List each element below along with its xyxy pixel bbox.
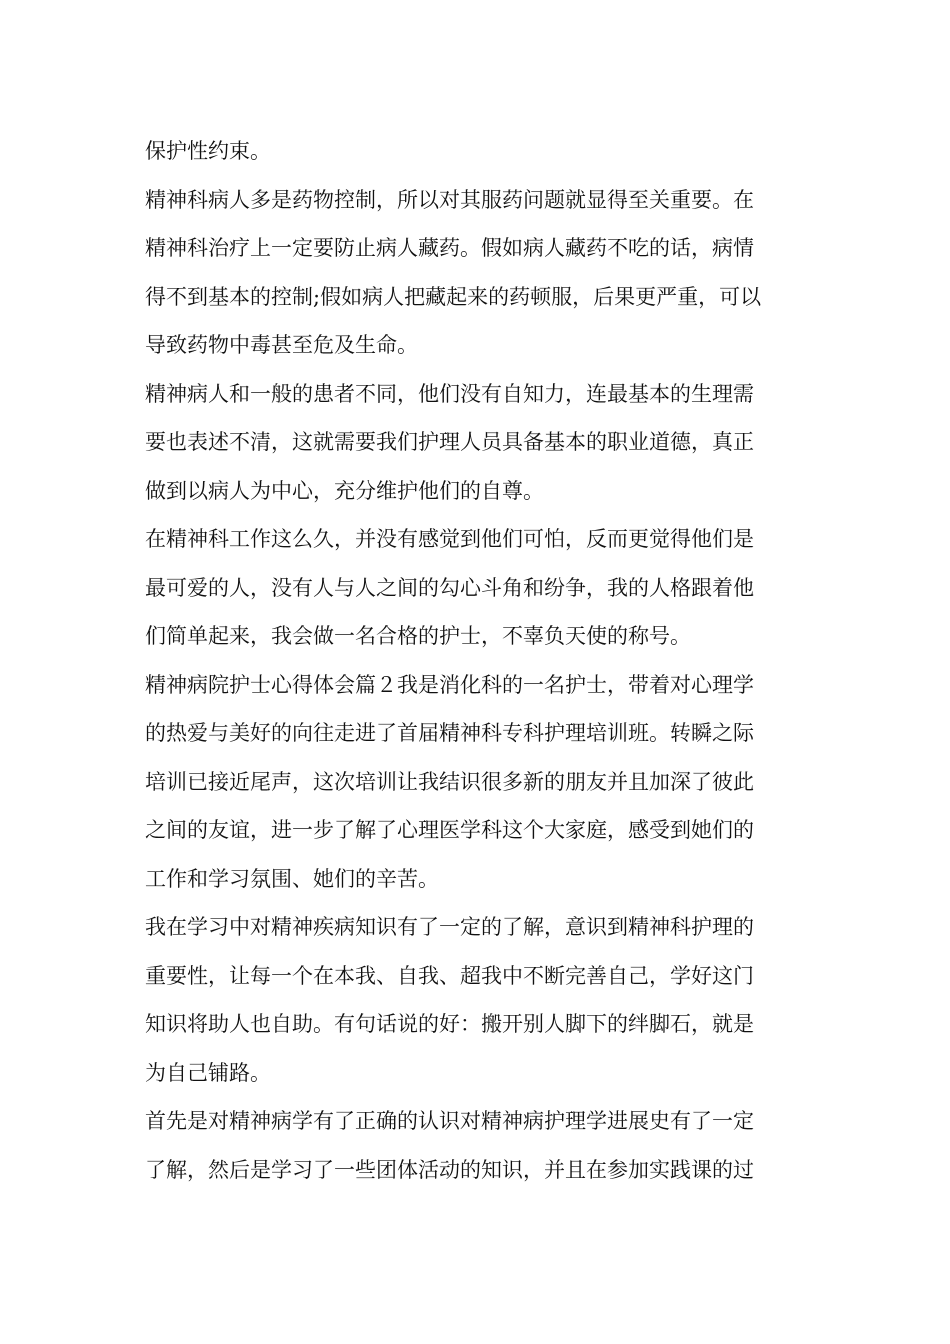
text-line: 培训已接近尾声，这次培训让我结识很多新的朋友并且加深了彼此	[145, 769, 754, 794]
text-line: 工作和学习氛围、她们的辛苦。	[145, 866, 439, 891]
text-line: 导致药物中毒甚至危及生命。	[145, 333, 418, 357]
text-line: 精神科病人多是药物控制，所以对其服药问题就显得至关重要。在	[145, 187, 754, 212]
paragraph	[145, 1097, 805, 1194]
text-line: 我在学习中对精神疾病知识有了一定的了解，意识到精神科护理的	[145, 915, 754, 939]
text-line: 的热爱与美好的向往走进了首届精神科专科护理培训班。转瞬之际	[145, 721, 754, 745]
text-line: 保护性约束。	[145, 139, 271, 163]
text-line: 重要性，让每一个在本我、自我、超我中不断完善自己，学好这门	[145, 963, 754, 988]
text-line: 做到以病人为中心，充分维护他们的自尊。	[145, 478, 544, 503]
text-line: 们简单起来，我会做一名合格的护士，不辜负天使的称号。	[145, 624, 691, 648]
text-line: 了解，然后是学习了一些团体活动的知识，并且在参加实践课的过	[145, 1157, 754, 1182]
text-line: 之间的友谊，进一步了解了心理医学科这个大家庭，感受到她们的	[145, 818, 754, 842]
text-line: 精神科治疗上一定要防止病人藏药。假如病人藏药不吃的话，病情	[145, 236, 754, 260]
text-line: 最可爱的人，没有人与人之间的勾心斗角和纷争，我的人格跟着他	[145, 575, 754, 600]
paragraph	[145, 127, 805, 176]
text-line: 知识将助人也自助。有句话说的好：搬开别人脚下的绊脚石，就是	[145, 1012, 754, 1036]
paragraph	[145, 515, 805, 661]
paragraph	[145, 370, 805, 516]
paragraph	[145, 176, 805, 370]
text-line: 为自己铺路。	[145, 1060, 271, 1085]
text-line: 在精神科工作这么久，并没有感觉到他们可怕，反而更觉得他们是	[145, 527, 754, 551]
text-line: 精神病人和一般的患者不同，他们没有自知力，连最基本的生理需	[145, 381, 754, 406]
paragraph	[145, 661, 805, 904]
text-line: 首先是对精神病学有了正确的认识对精神病护理学进展史有了一定	[145, 1109, 754, 1133]
text-line: 要也表述不清，这就需要我们护理人员具备基本的职业道德，真正	[145, 430, 754, 454]
text-line: 得不到基本的控制;假如病人把藏起来的药顿服，后果更严重，可以	[145, 284, 762, 309]
text-line: 精神病院护士心得体会篇２我是消化科的一名护士，带着对心理学	[145, 672, 754, 697]
paragraph	[145, 903, 805, 1097]
document-body	[145, 127, 805, 1194]
